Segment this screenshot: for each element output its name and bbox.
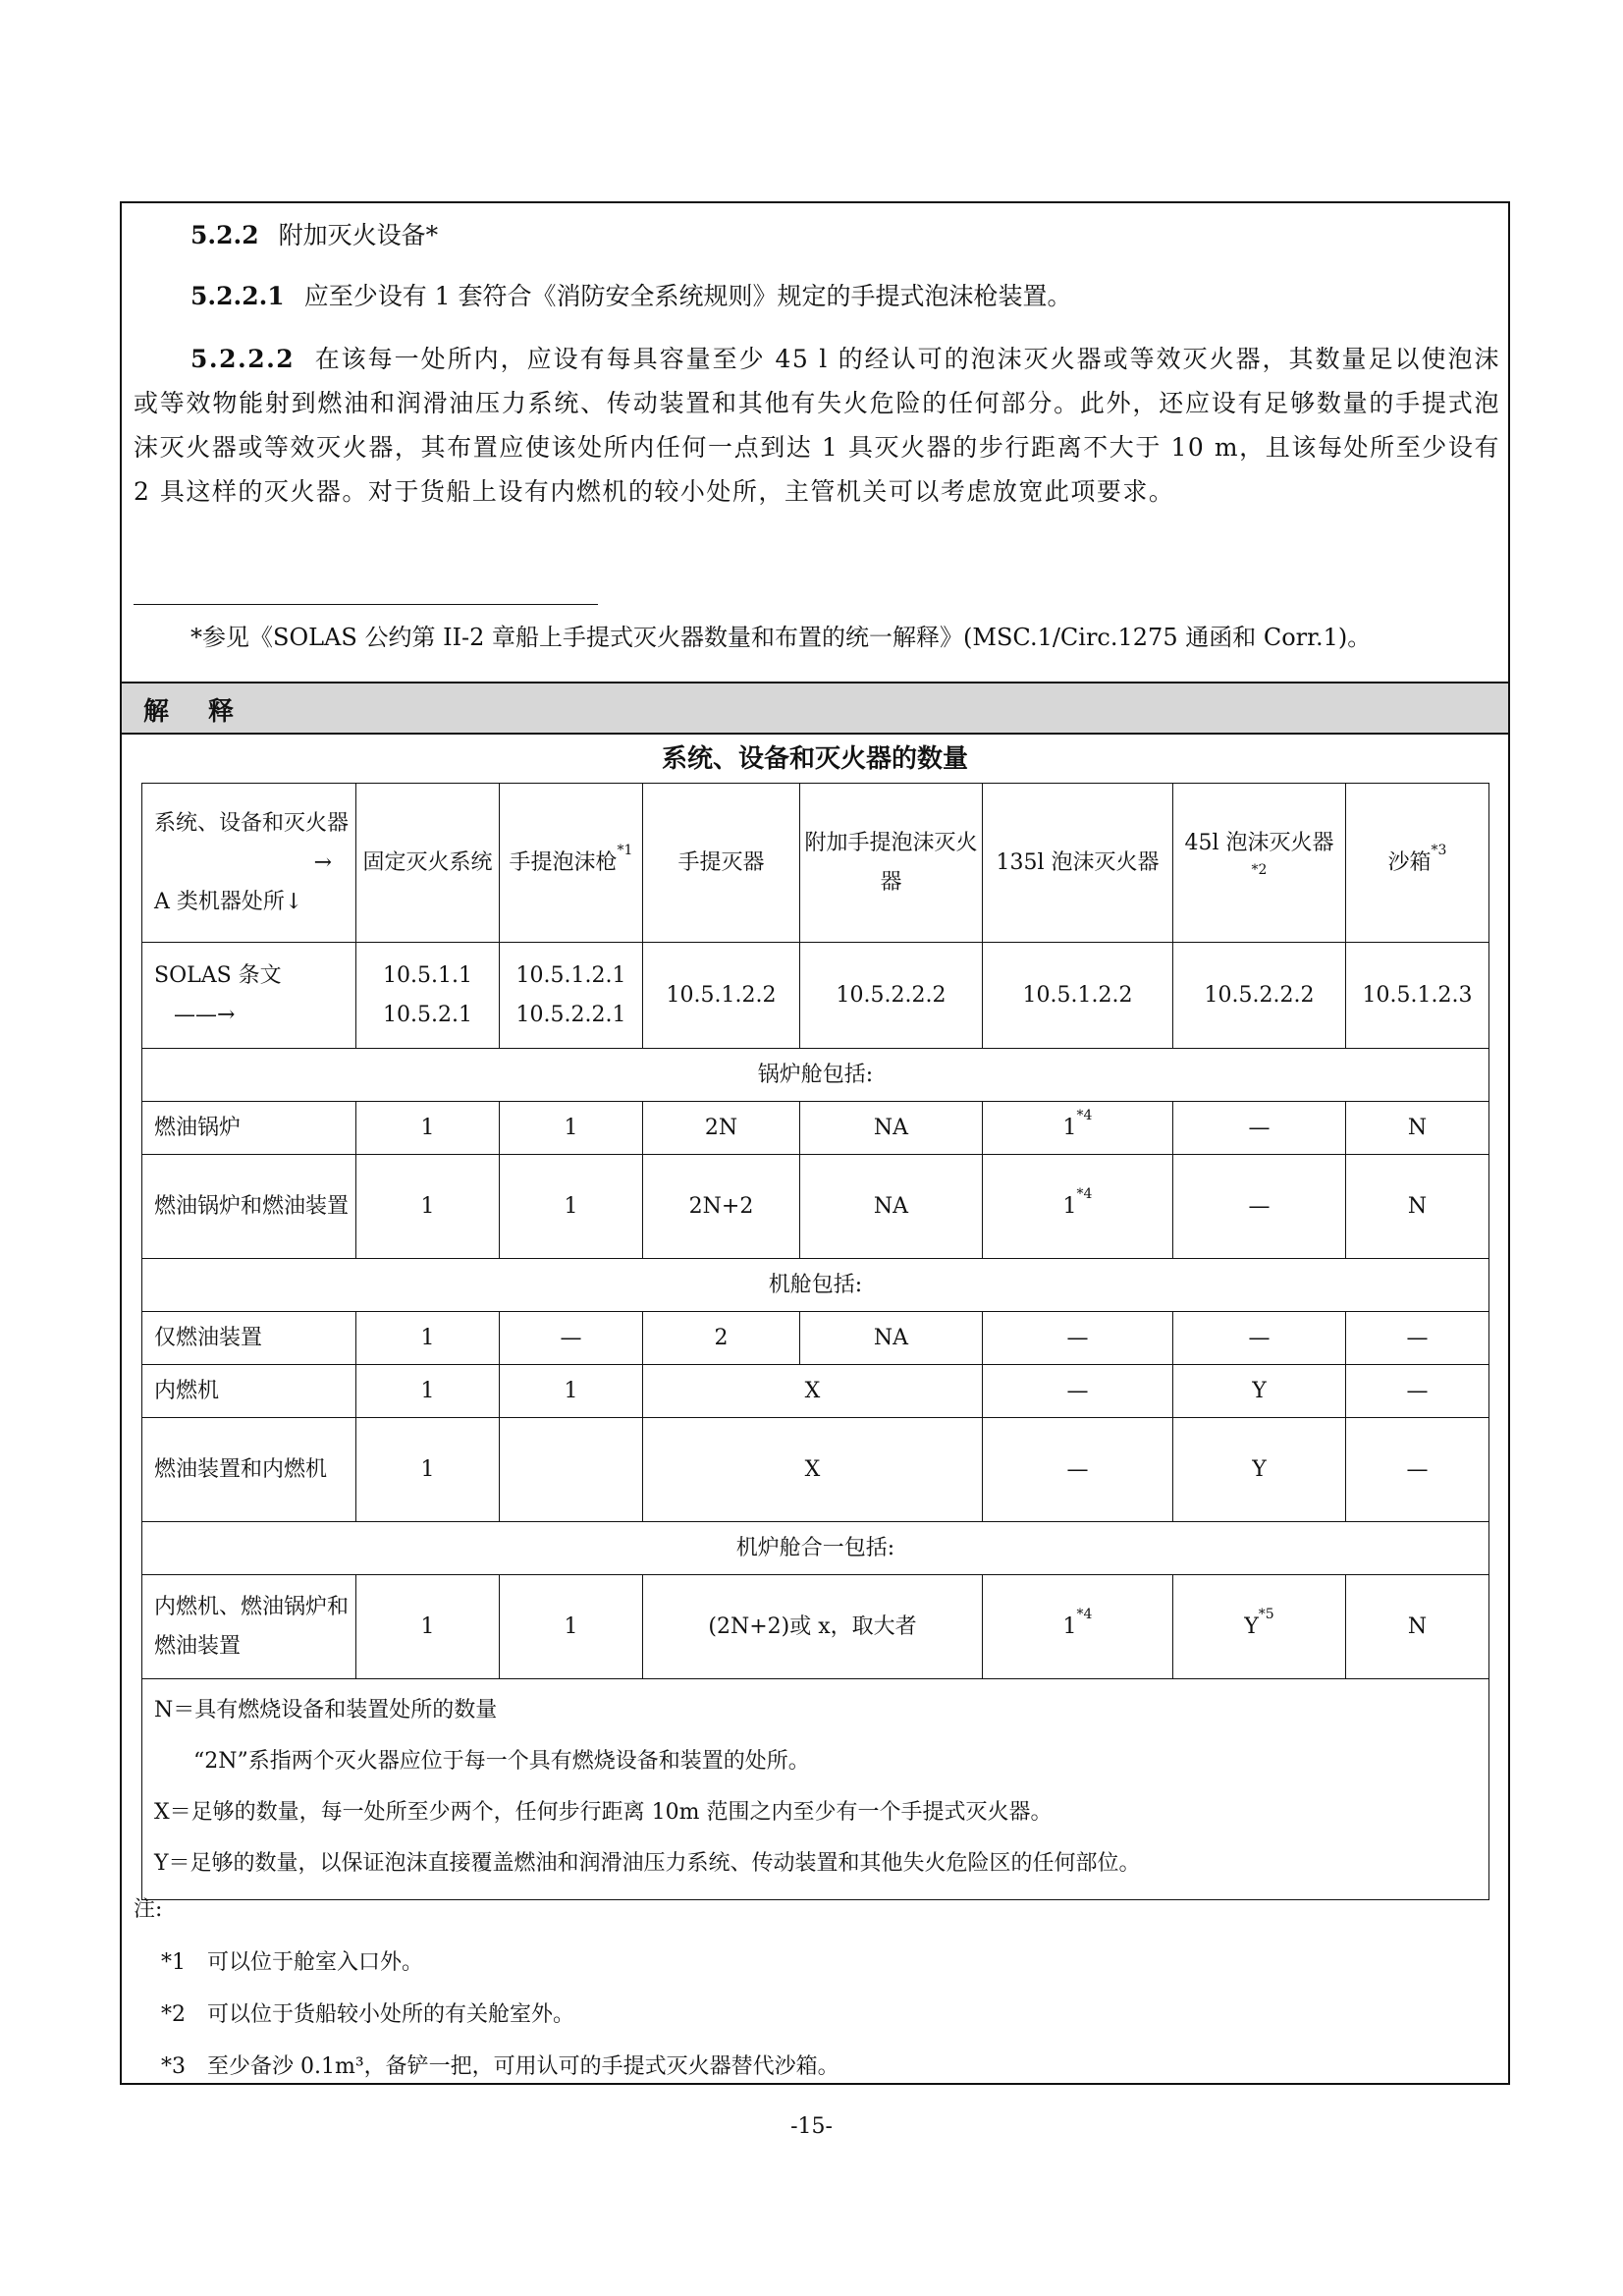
legend-n: N＝具有燃烧设备和装置处所的数量 bbox=[154, 1698, 498, 1722]
table-cell: 10.5.2.2.2 bbox=[800, 943, 983, 1049]
heading-5-2-2: 5.2.2 附加灭火设备* bbox=[190, 221, 439, 249]
table-cell: 10.5.2.2.2 bbox=[1173, 943, 1346, 1049]
table-cell: 10.5.1.1 10.5.2.1 bbox=[356, 943, 500, 1049]
header-135l-foam: 135l 泡沫灭火器 bbox=[983, 784, 1173, 943]
table-row: 燃油锅炉和燃油装置 1 1 2N+2 NA 1$^{*4}$ — N bbox=[142, 1155, 1489, 1259]
footnote-separator bbox=[134, 604, 598, 605]
table-row-solas bbox=[142, 943, 1489, 1049]
note-3: *3 至少备沙 0.1m³，备铲一把，可用认可的手提式灭火器替代沙箱。 bbox=[161, 2054, 839, 2079]
notes-label: 注: bbox=[134, 1897, 163, 1922]
header-space-category: 系统、设备和灭火器 → A 类机器处所↓ bbox=[142, 784, 356, 943]
content-frame bbox=[120, 201, 1510, 2085]
paragraph-5-2-2-2: 5.2.2.2 在该每一处所内，应设有每具容量至少 45 l 的经认可的泡沫灭火器或等效灭火器，其数量足以使泡沫或等效物能射到燃油和润滑油压力系统、传动装置和其他有失火危险的任何部分。此外，还应设有足够数量的手提式泡沫灭火器或等效灭火器，其布置应使该处所内任何一点到达 1 具灭火器的步行距离不大于 10 m，且该每处所至少设有 2 具这样的灭火器。对于货船上设有内燃机的较小处所，主管机关可以考虑放宽此项要求。 bbox=[134, 345, 1500, 506]
table-row: 内燃机、燃油锅炉和燃油装置 1 1 (2N+2)或 x，取大者 1$^{*4}$ $Y^{*5}$ N bbox=[142, 1575, 1489, 1679]
table-row: 燃油锅炉 1 1 2N NA 1$^{*4}$ — N bbox=[142, 1102, 1489, 1155]
header-fixed-system: 固定灭火系统 bbox=[356, 784, 500, 943]
group-row-engine-room: 机舱包括: bbox=[142, 1259, 1489, 1312]
table-cell: 10.5.1.2.2 bbox=[983, 943, 1173, 1049]
header-portable-extinguisher: 手提灭器 bbox=[643, 784, 800, 943]
group-row-combined-room: 机炉舱合一包括: bbox=[142, 1522, 1489, 1575]
header-45l-foam: 45l 泡沫灭火器$^{*2}$ bbox=[1173, 784, 1346, 943]
table-row: 内燃机 1 1 X — Y — bbox=[142, 1365, 1489, 1418]
table-title: 系统、设备和灭火器的数量 bbox=[661, 744, 968, 774]
footnote: *参见《SOLAS 公约第 II-2 章船上手提式灭火器数量和布置的统一解释》(MSC.1/Circ.1275 通函和 Corr.1)。 bbox=[190, 624, 1372, 651]
table-cell: 10.5.1.2.3 bbox=[1346, 943, 1489, 1049]
note-1: *1 可以位于舱室入口外。 bbox=[161, 1950, 423, 1975]
header-foam-applicator: 手提泡沫枪$^{*1}$ bbox=[500, 784, 643, 943]
table-row: 燃油装置和内燃机 1 X — Y — bbox=[142, 1418, 1489, 1522]
header-sand-box: 沙箱$^{*3}$ bbox=[1346, 784, 1489, 943]
interpretation-band bbox=[122, 682, 1508, 735]
legend-row bbox=[142, 1679, 1489, 1900]
table-cell: 10.5.1.2.2 bbox=[643, 943, 800, 1049]
interpretation-label: 解释 bbox=[143, 697, 274, 727]
header-additional-portable-foam: 附加手提泡沫灭火器 bbox=[800, 784, 983, 943]
table-header-row bbox=[142, 784, 1489, 943]
group-row-boiler-room: 锅炉舱包括: bbox=[142, 1049, 1489, 1102]
table-cell: 10.5.1.2.1 10.5.2.2.1 bbox=[500, 943, 643, 1049]
legend-y: Y＝足够的数量，以保证泡沫直接覆盖燃油和润滑油压力系统、传动装置和其他失火危险区的任何部位。 bbox=[154, 1851, 1141, 1876]
solas-label: SOLAS 条文 ——→ bbox=[142, 943, 356, 1049]
page-number: -15- bbox=[790, 2114, 833, 2139]
table-row: 仅燃油装置 1 — 2 NA — — — bbox=[142, 1312, 1489, 1365]
note-2: *2 可以位于货船较小处所的有关舱室外。 bbox=[161, 2002, 574, 2027]
equipment-table bbox=[141, 783, 1489, 1900]
legend-x: X＝足够的数量，每一处所至少两个，任何步行距离 10m 范围之内至少有一个手提式灭火器。 bbox=[154, 1800, 1053, 1825]
legend-2n: “2N”系指两个灭火器应位于每一个具有燃烧设备和装置的处所。 bbox=[193, 1749, 810, 1774]
paragraph-5-2-2-1: 5.2.2.1 应至少设有 1 套符合《消防安全系统规则》规定的手提式泡沫枪装置。 bbox=[190, 282, 1072, 310]
